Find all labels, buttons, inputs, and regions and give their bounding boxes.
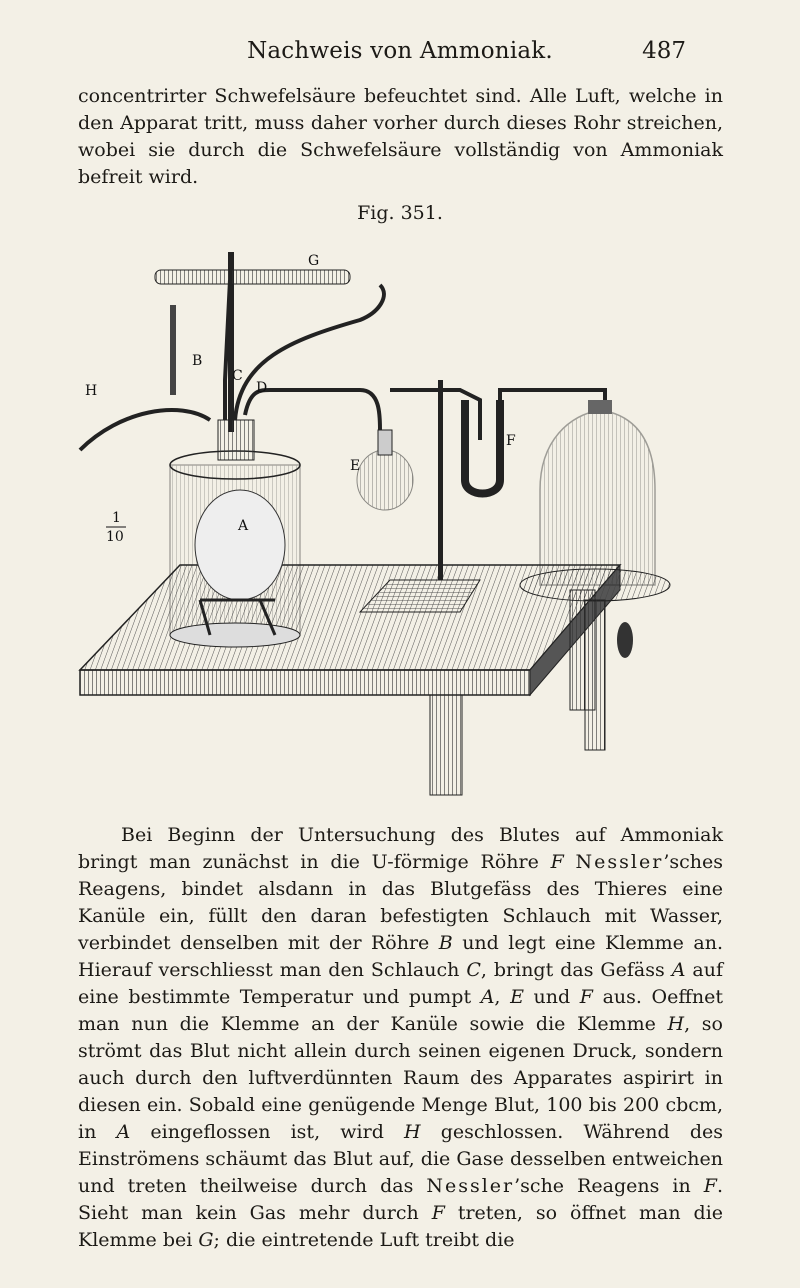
label-ref-a: A <box>671 959 686 981</box>
running-header <box>0 38 800 72</box>
paragraph-intro: concentrirter Schwefelsäure befeuchtet sind. Alle Luft, welche in den Apparat tritt, muss daher vorher durch dieses Rohr streichen, wobei sie durch die Schwefelsäure vollständig von Ammoniak befreit wird. <box>78 85 723 188</box>
label-h: H <box>85 383 98 399</box>
label-e: E <box>350 458 361 474</box>
text-span: und <box>523 986 580 1008</box>
label-ref-b: B <box>438 932 453 954</box>
label-f: F <box>506 433 516 449</box>
label-ref-h: H <box>667 1013 685 1035</box>
page-number: 487 <box>642 38 686 64</box>
scale-denominator: 10 <box>106 529 124 545</box>
label-d: D <box>256 380 268 396</box>
label-ref-a: A <box>480 986 495 1008</box>
text-span: , <box>494 986 511 1008</box>
label-a: A <box>238 518 249 534</box>
label-ref-c: C <box>466 959 481 981</box>
label-ref-f: F <box>703 1175 717 1197</box>
name-nessler: Nessler <box>575 851 664 873</box>
text-span: eingeflossen ist, wird <box>130 1121 405 1143</box>
figure-caption: Fig. 351. <box>357 202 443 224</box>
label-ref-f: F <box>431 1202 445 1224</box>
apparatus-figure <box>60 240 740 805</box>
paragraph-procedure <box>78 822 723 1254</box>
label-ref-h: H <box>404 1121 421 1143</box>
table <box>80 565 620 795</box>
text-span: ; die eintretende Luft treibt die <box>213 1229 515 1251</box>
text-span: . Sieht man kein Gas mehr durch <box>78 1175 723 1224</box>
label-ref-e: E <box>510 986 524 1008</box>
label-b: B <box>192 353 203 369</box>
text-span: ’sches Reagens, bindet alsdann in das Blutgefäss des Thieres eine Kanüle ein, füllt den daran befestigten Schlauch mit Wasser, verbindet denselben mit der Röhre <box>78 851 723 954</box>
text-span: auf eine bestimmte Temperatur und pumpt <box>78 959 723 1008</box>
label-ref-f: F <box>579 986 593 1008</box>
beaker-a <box>170 420 300 647</box>
tubing <box>80 280 605 450</box>
label-c: C <box>232 368 243 384</box>
text-span: ’sche Reagens in <box>514 1175 704 1197</box>
text-span: aus. Oeffnet man nun die Klemme an der Kanüle sowie die Klemme <box>78 986 723 1035</box>
u-tube-f <box>465 400 500 494</box>
bell-jar <box>520 400 670 750</box>
label-ref-a: A <box>116 1121 131 1143</box>
scale-numerator: 1 <box>112 510 121 526</box>
flask-e <box>357 430 413 510</box>
text-span: geschlossen. Während des Einströmens schäumt das Blut auf, die Gase desselben entweichen und treten theilweise durch das <box>78 1121 723 1197</box>
text-span: und legt eine Klemme an. Hierauf verschliesst man den Schlauch <box>78 932 723 981</box>
label-ref-f: F <box>550 851 564 873</box>
page-title: Nachweis von Ammoniak. <box>247 38 553 64</box>
name-nessler: Nessler <box>426 1175 515 1197</box>
label-g: G <box>308 253 320 269</box>
text-span: , bringt das Gefäss <box>480 959 672 981</box>
apparatus-illustration <box>60 240 740 805</box>
text-span: , so strömt das Blut nicht allein durch seinen eigenen Druck, sondern auch durch den luftverdünnten Raum des Apparates aspirirt in diesen ein. Sobald eine genügende Menge Blut, 100 bis 200 cbcm, in <box>78 1013 723 1143</box>
text-span: Bei Beginn der Untersuchung des Blutes auf Ammoniak bringt man zunächst in die U-förmige Röhre <box>78 824 723 873</box>
label-ref-g: G <box>198 1229 214 1251</box>
text-span: treten, so öffnet man die Klemme bei <box>78 1202 724 1251</box>
